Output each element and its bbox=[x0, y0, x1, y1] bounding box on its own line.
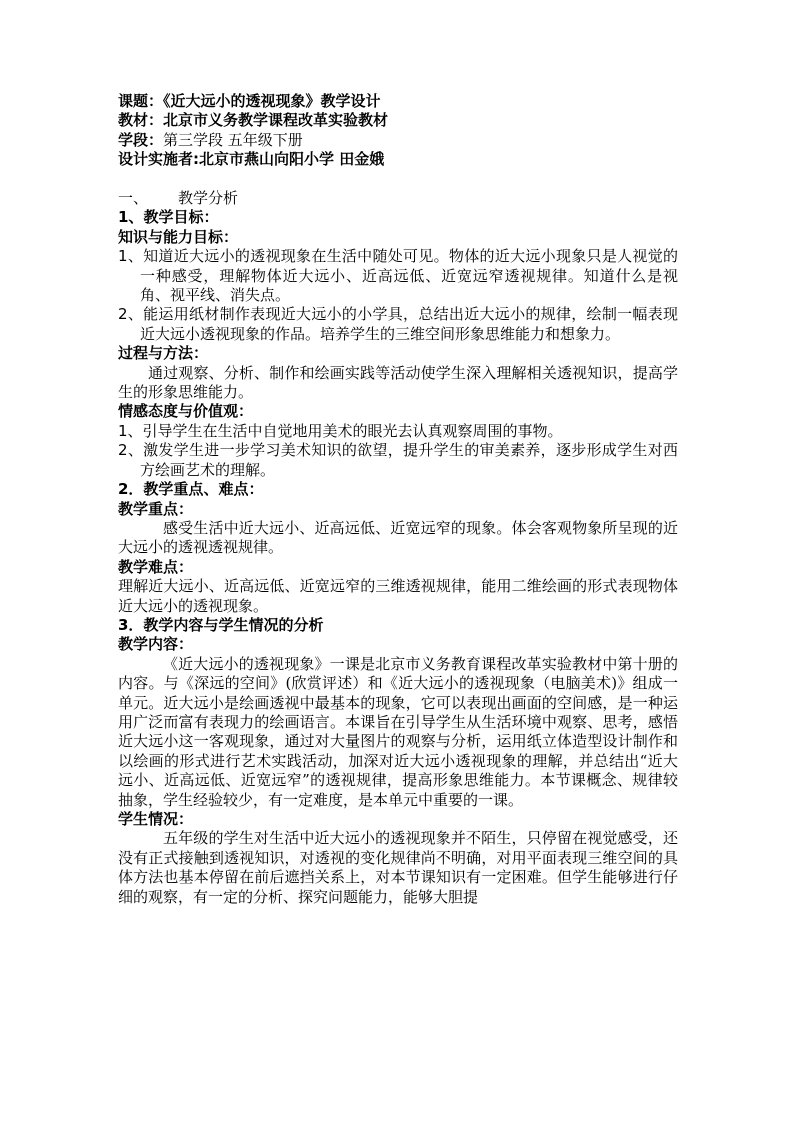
goals-heading bbox=[118, 208, 678, 227]
section-three-heading: 3．教学内容与学生情况的分析 bbox=[118, 615, 324, 634]
title-line-subject: 课题：《近大远小的透视现象》教学设计 bbox=[118, 92, 381, 110]
title-line-textbook: 教材：北京市义务教学课程改革实验教材 bbox=[118, 111, 389, 130]
key-point-heading: 教学重点： bbox=[118, 499, 194, 518]
teaching-content-body: 《近大远小的透视现象》一课是北京市义务教育课程改革实验教材中第十册的内容。与《深远的空间》(欣赏评述）和《近大远小的透视现象（电脑美术)》组成一单元。近大远小是绘画透视中最基本的现象，它可以表现出画面的空间感，是一种运用广泛而富有表现力的绘画语言。本课旨在引导学生从生活环境中观察、思考，感悟近大远小这一客观现象，通过对大量图片的观察与分析，运用纸立体造型设计制作和以绘画的形式进行艺术实践活动，加深对近大远小透视现象的理解，并总结出“近大远小、近高远低、近宽远窄”的透视规律，提高形象思维能力。本节课概念、规律较抽象，学生经验较少，有一定难度，是本单元中重要的一课。 bbox=[118, 654, 678, 809]
title-line-stage-value: 第三学段 五年级下册 bbox=[163, 130, 303, 149]
section-two-heading: 2．教学重点、难点： bbox=[118, 480, 264, 499]
emotion-values-heading: 情感态度与价值观： bbox=[118, 402, 254, 421]
process-methods-heading: 过程与方法： bbox=[118, 344, 209, 363]
student-situation-heading: 学生情况： bbox=[118, 810, 194, 829]
student-situation-body: 五年级的学生对生活中近大远小的透视现象并不陌生，只停留在视觉感受，还没有正式接触到透视知识，对透视的变化规律尚不明确，对用平面表现三维空间的具体方法也基本停留在前后遮挡关系上，对本节课知识有一定困难。但学生能够进行仔细的观察，有一定的分析、探究问题能力，能够大胆提 bbox=[118, 829, 678, 906]
goals-number: 1、 bbox=[118, 208, 144, 227]
title-line-designer: 设计实施者:北京市燕山向阳小学 田金娥 bbox=[118, 150, 385, 169]
knowledge-goal-item-2: 2、能运用纸材制作表现近大远小的小学具，总结出近大远小的规律，绘制一幅表现近大远小透视现象的作品。培养学生的三维空间形象思维能力和想象力。 bbox=[118, 305, 678, 343]
key-point-body: 感受生活中近大远小、近高远低、近宽远窄的现象。体会客观物象所呈现的近大远小的透视透视规律。 bbox=[118, 518, 678, 557]
spacer bbox=[118, 170, 678, 189]
knowledge-goal-item-1: 1、知道近大远小的透视现象在生活中随处可见。物体的近大远小现象只是人视觉的一种感受，理解物体近大远小、近高远低、近宽远窄透视规律。知道什么是视角、视平线、消失点。 bbox=[118, 247, 678, 305]
knowledge-goals-heading: 知识与能力目标： bbox=[118, 227, 239, 246]
emotion-values-item-1: 1、引导学生在生活中自觉地用美术的眼光去认真观察周围的事物。 bbox=[118, 421, 563, 440]
difficulty-heading: 教学难点： bbox=[118, 557, 194, 576]
section-one-number: 一、 bbox=[118, 189, 149, 208]
title-line-stage bbox=[118, 131, 678, 150]
section-one-heading bbox=[118, 189, 678, 208]
title-line-stage-label: 学段： bbox=[118, 130, 164, 149]
goals-title: 教学目标： bbox=[143, 208, 219, 227]
section-one-title: 教学分析 bbox=[178, 189, 239, 208]
document-content bbox=[118, 92, 678, 907]
difficulty-body: 理解近大远小、近高远低、近宽远窄的三维透视规律，能用二维绘画的形式表现物体近大远小的透视现象。 bbox=[118, 577, 678, 615]
emotion-values-item-2: 2、激发学生进一步学习美术知识的欲望，提升学生的审美素养，逐步形成学生对西方绘画艺术的理解。 bbox=[118, 441, 678, 479]
process-methods-body: 通过观察、分析、制作和绘画实践等活动使学生深入理解相关透视知识，提高学生的形象思维能力。 bbox=[118, 363, 678, 402]
title-block bbox=[118, 92, 678, 170]
teaching-content-heading: 教学内容： bbox=[118, 635, 194, 654]
